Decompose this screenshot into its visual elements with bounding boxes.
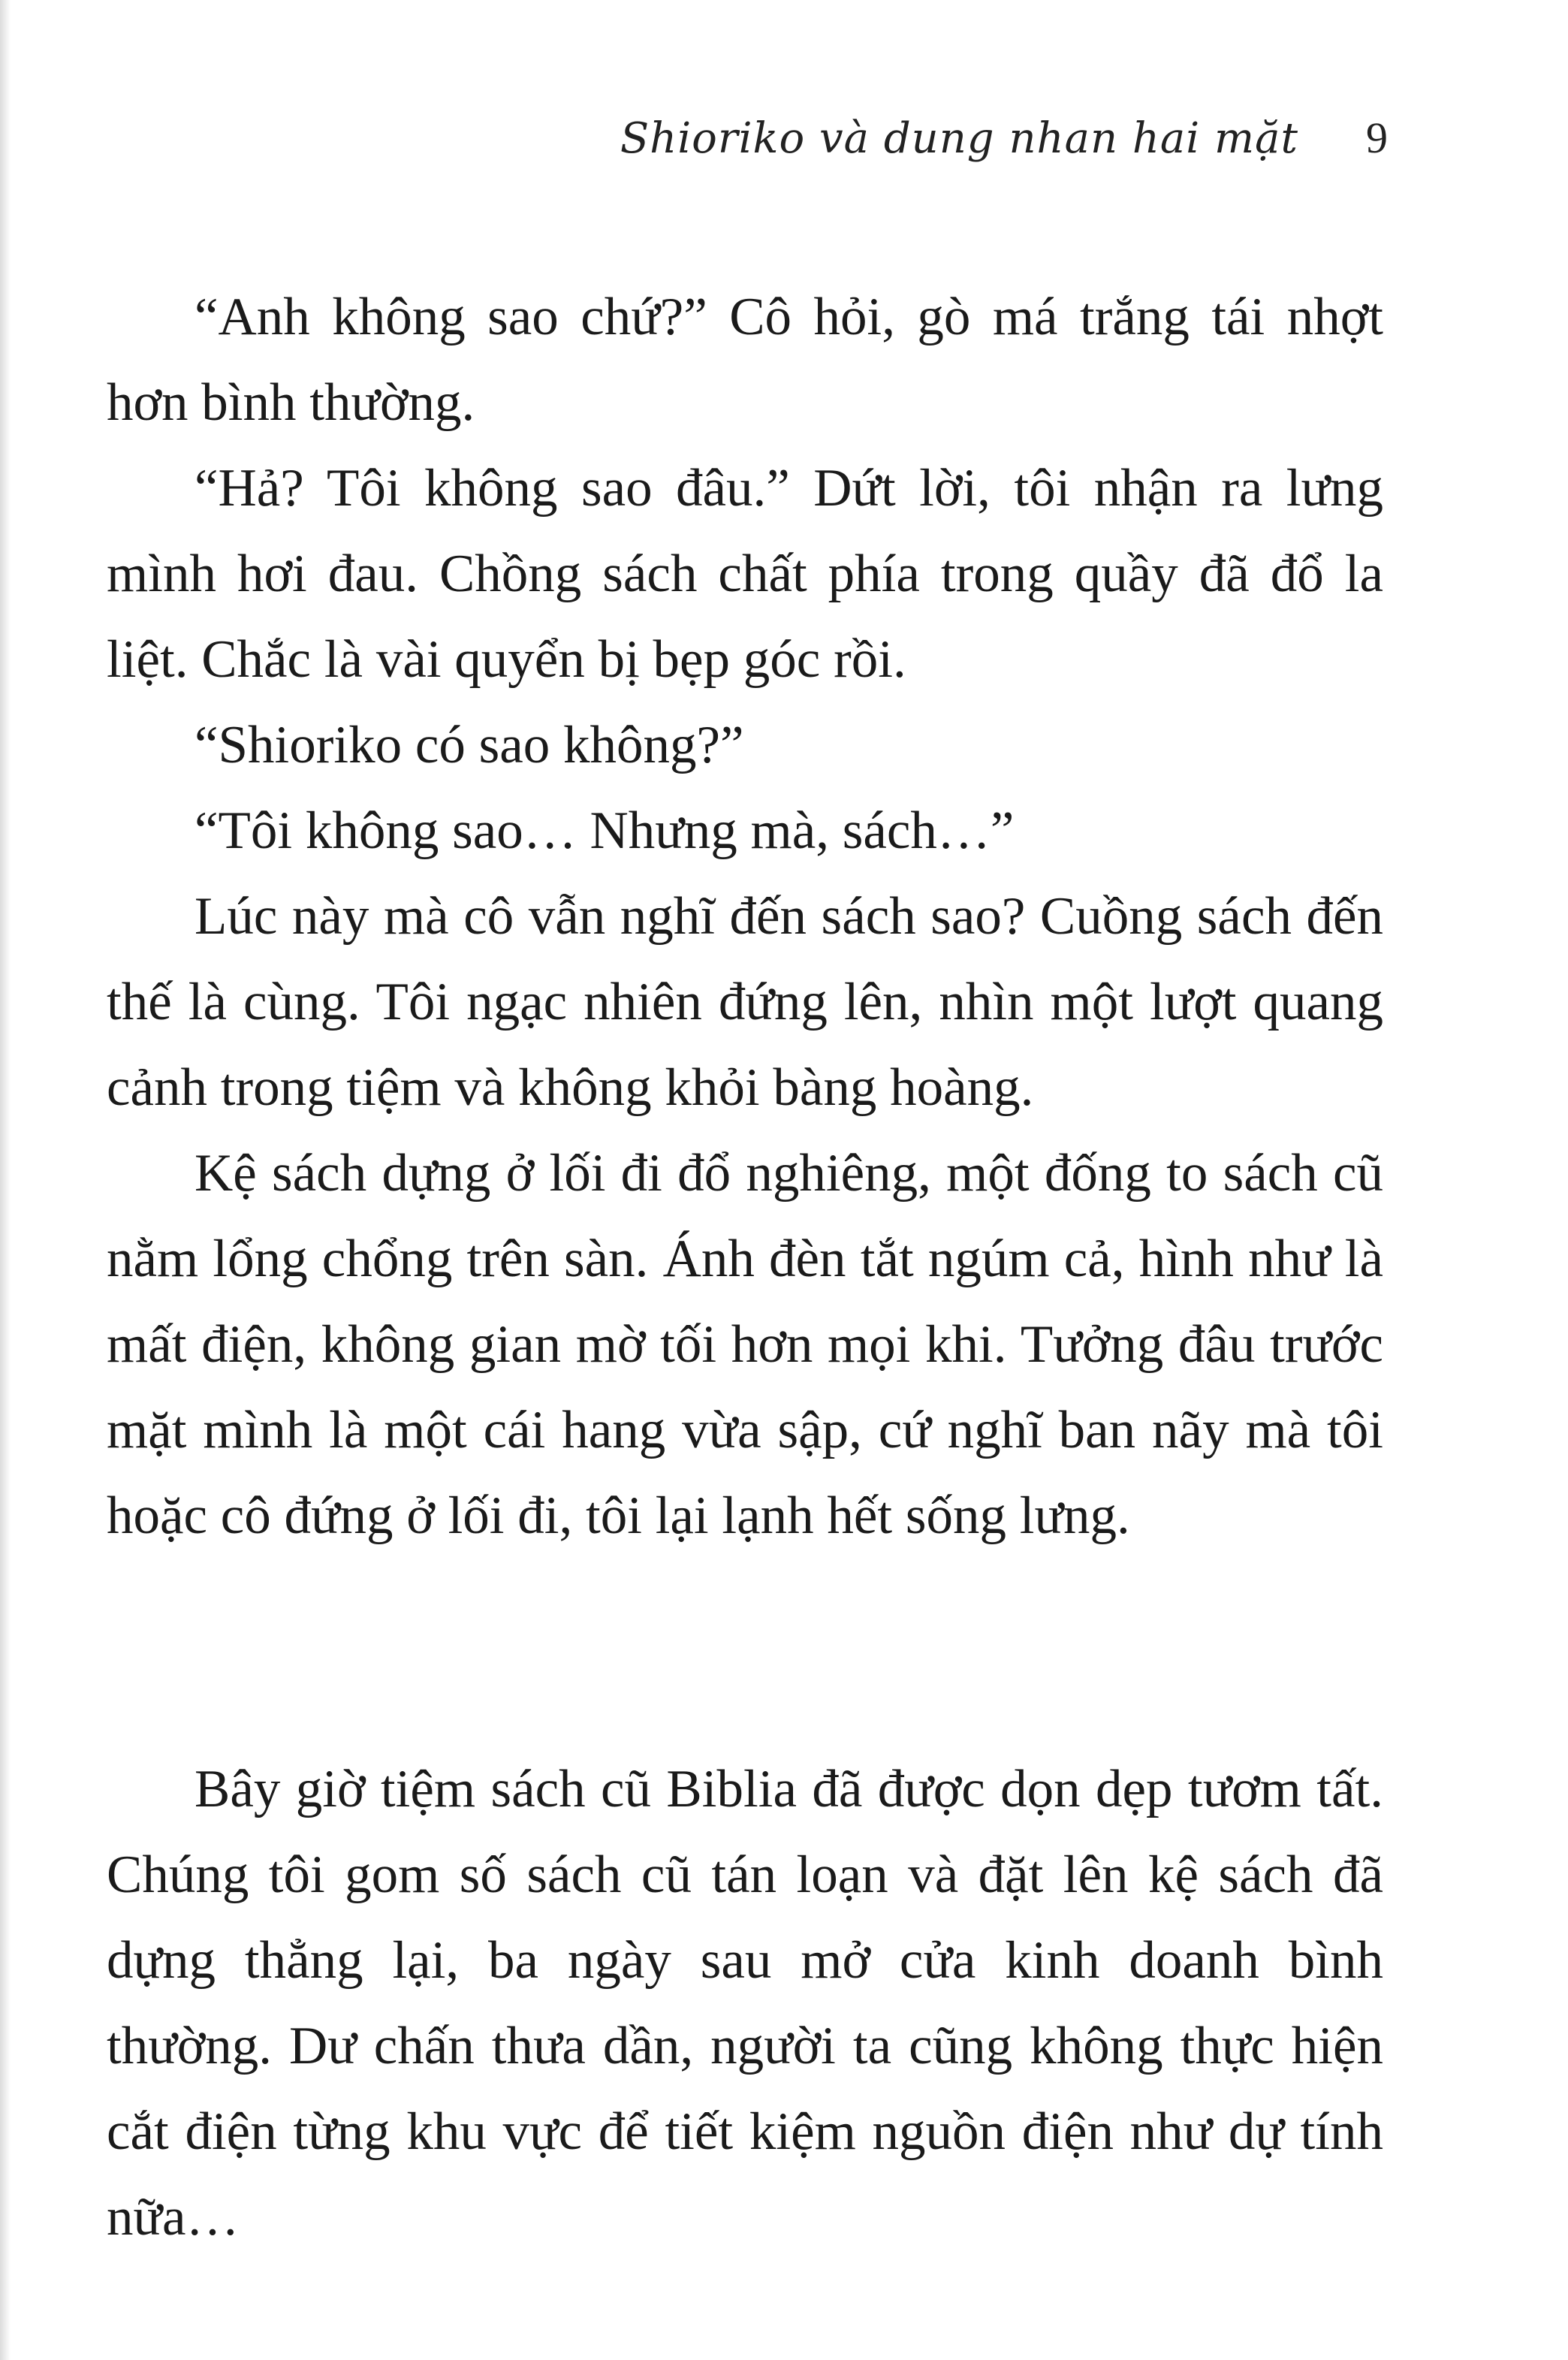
text-block-before-break bbox=[107, 274, 1383, 1559]
paragraph: “Anh không sao chứ?” Cô hỏi, gò má trắng tái nhợt hơn bình thường. bbox=[107, 288, 1383, 432]
page-number: 9 bbox=[1366, 113, 1388, 162]
page-header bbox=[620, 113, 1388, 163]
running-title: Shioriko và dung nhan hai mặt bbox=[620, 114, 1298, 163]
page-edge-shadow bbox=[0, 0, 11, 2360]
paragraph: Bây giờ tiệm sách cũ Biblia đã được dọn dẹp tươm tất. Chúng tôi gom số sách cũ tán loạn và đặt lên kệ sách đã dựng thẳng lại, ba ngày sau mở cửa kinh doanh bình thường. Dư chấn thưa dần, người ta cũng không thực hiện cắt điện từng khu vực để tiết kiệm nguồn điện như dự tính nữa… bbox=[107, 1760, 1383, 2247]
paragraph: “Hả? Tôi không sao đâu.” Dứt lời, tôi nhận ra lưng mình hơi đau. Chồng sách chất phía trong quầy đã đổ la liệt. Chắc là vài quyển bị bẹp góc rồi. bbox=[107, 459, 1383, 689]
text-block-after-break bbox=[107, 1746, 1383, 2260]
paragraph: Kệ sách dựng ở lối đi đổ nghiêng, một đống to sách cũ nằm lổng chổng trên sàn. Ánh đèn tắt ngúm cả, hình như là mất điện, không gian mờ tối hơn mọi khi. Tưởng đâu trước mặt mình là một cái hang vừa sập, cứ nghĩ ban nãy mà tôi hoặc cô đứng ở lối đi, tôi lại lạnh hết sống lưng. bbox=[107, 1144, 1383, 1545]
paragraph: “Tôi không sao… Nhưng mà, sách…” bbox=[194, 801, 1015, 860]
paragraph: “Shioriko có sao không?” bbox=[194, 716, 744, 774]
paragraph: Lúc này mà cô vẫn nghĩ đến sách sao? Cuồng sách đến thế là cùng. Tôi ngạc nhiên đứng lên, nhìn một lượt quang cảnh trong tiệm và không khỏi bàng hoàng. bbox=[107, 887, 1383, 1117]
